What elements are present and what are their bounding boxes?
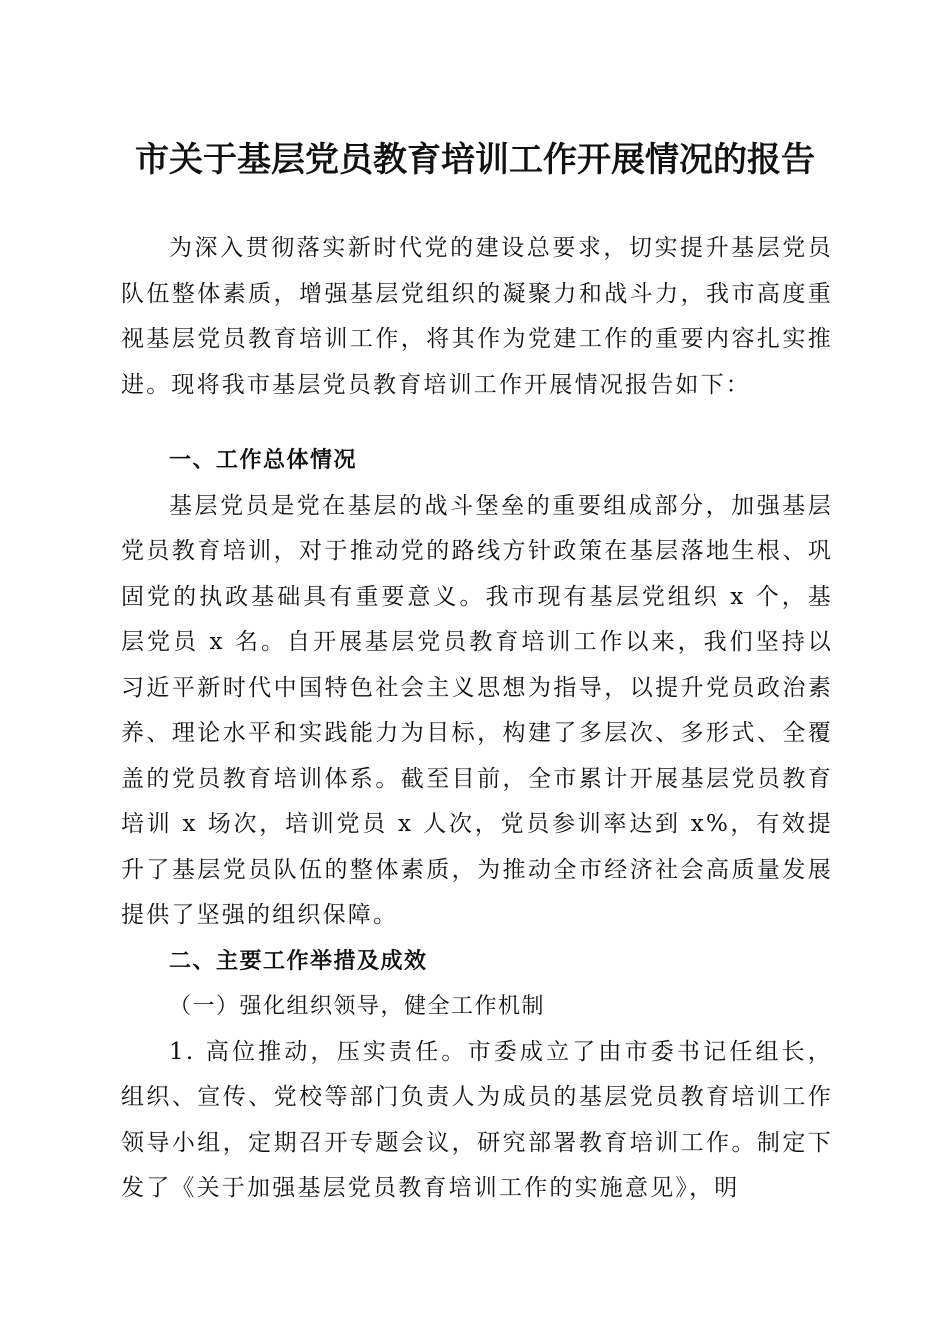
section-heading-measures: 二、主要工作举措及成效	[169, 948, 428, 974]
document-body	[121, 226, 833, 1212]
section-spacer	[121, 408, 833, 438]
subsection-heading-leadership: （一）强化组织领导，健全工作机制	[169, 994, 546, 1019]
measures-paragraph: 1. 高位推动，压实责任。市委成立了由市委书记任组长，组织、宣传、党校等部门负责人为成员的基层党员教育培训工作领导小组，定期召开专题会议，研究部署教育培训工作。制定下发了《关于加强基层党员教育培训工作的实施意见》，明	[121, 1038, 833, 1201]
overall-paragraph: 基层党员是党在基层的战斗堡垒的重要组成部分，加强基层党员教育培训，对于推动党的路线方针政策在基层落地生根、巩固党的执政基础具有重要意义。我市现有基层党组织 x 个，基层党员 x 名。自开展基层党员教育培训工作以来，我们坚持以习近平新时代中国特色社会主义思想为指导，以提升党员政治素养、理论水平和实践能力为目标，构建了多层次、多形式、全覆盖的党员教育培训体系。截至目前，全市累计开展基层党员教育培训 x 场次，培训党员 x 人次，党员参训率达到 x%，有效提升了基层党员队伍的整体素质，为推动全市经济社会高质量发展提供了坚强的组织保障。	[121, 492, 833, 928]
section-heading-overall: 一、工作总体情况	[169, 448, 358, 473]
intro-paragraph: 为深入贯彻落实新时代党的建设总要求，切实提升基层党员队伍整体素质，增强基层党组织的凝聚力和战斗力，我市高度重视基层党员教育培训工作，将其作为党建工作的重要内容扎实推进。现将我市基层党员教育培训工作开展情况报告如下：	[121, 235, 833, 398]
document-title: 市关于基层党员教育培训工作开展情况的报告	[135, 140, 815, 180]
